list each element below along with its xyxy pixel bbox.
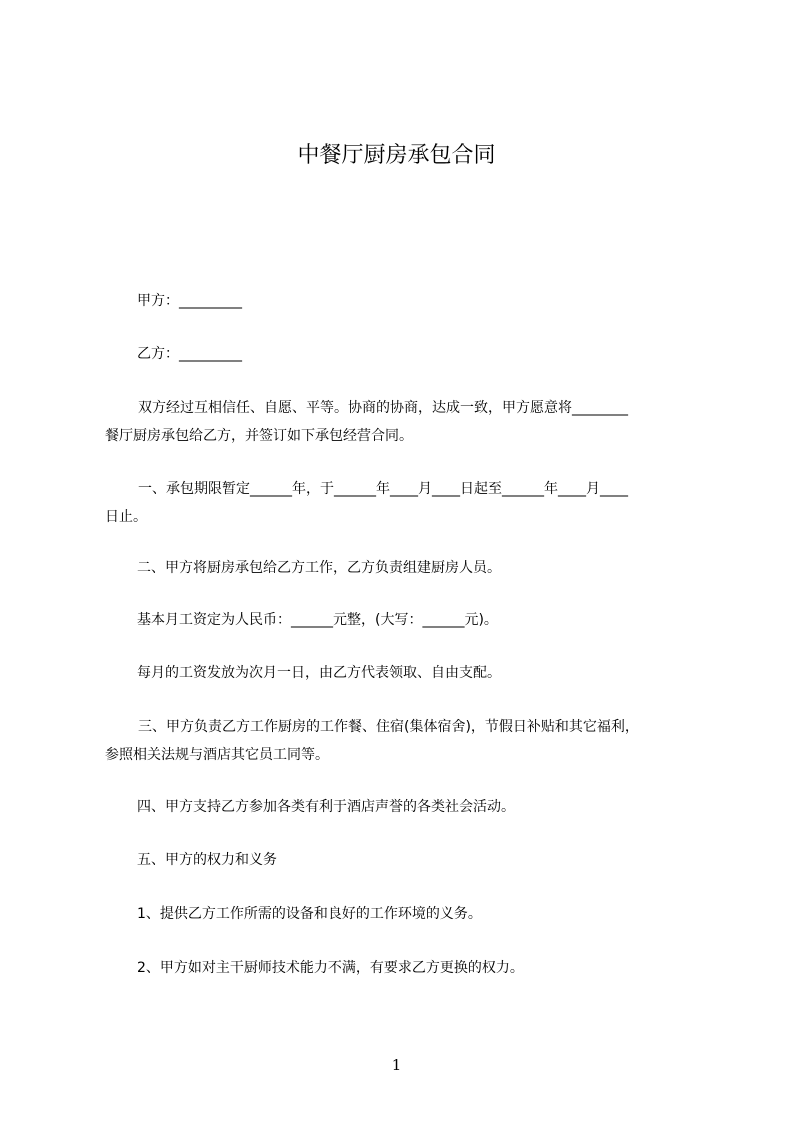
clause-4: 四、甲方支持乙方参加各类有利于酒店声誉的各类社会活动。 (137, 799, 515, 815)
page-number: 1 (391, 1056, 402, 1074)
clause-1-line-2: 日止。 (105, 509, 147, 525)
clause-5-heading: 五、甲方的权力和义务 (137, 852, 277, 868)
clause-2: 二、甲方将厨房承包给乙方工作，乙方负责组建厨房人员。 (137, 560, 501, 576)
intro-paragraph-line-1: 双方经过互相信任、自愿、平等。协商的协商，达成一致，甲方愿意将________ (138, 400, 628, 416)
party-a-line: 甲方：_________ (137, 293, 242, 309)
clause-1-line-1: 一、承包期限暂定______年，于______年____月____日起至______年____月____ (138, 481, 628, 497)
intro-paragraph-line-2: 餐厅厨房承包给乙方，并签订如下承包经营合同。 (105, 428, 413, 444)
clause-5-item-2: 2、甲方如对主干厨师技术能力不满，有要求乙方更换的权力。 (137, 960, 524, 976)
document-title: 中餐厅厨房承包合同 (297, 143, 496, 168)
clause-3-line-2: 参照相关法规与酒店其它员工同等。 (105, 747, 329, 763)
clause-5-item-1: 1、提供乙方工作所需的设备和良好的工作环境的义务。 (137, 906, 482, 922)
salary-line: 基本月工资定为人民币：______元整，(大写：______元)。 (137, 612, 498, 628)
clause-3-line-1: 三、甲方负责乙方工作厨房的工作餐、住宿(集体宿舍)，节假日补贴和其它福利， (138, 719, 639, 735)
party-b-line: 乙方：_________ (137, 346, 242, 362)
payment-line: 每月的工资发放为次月一日，由乙方代表领取、自由支配。 (137, 665, 501, 681)
